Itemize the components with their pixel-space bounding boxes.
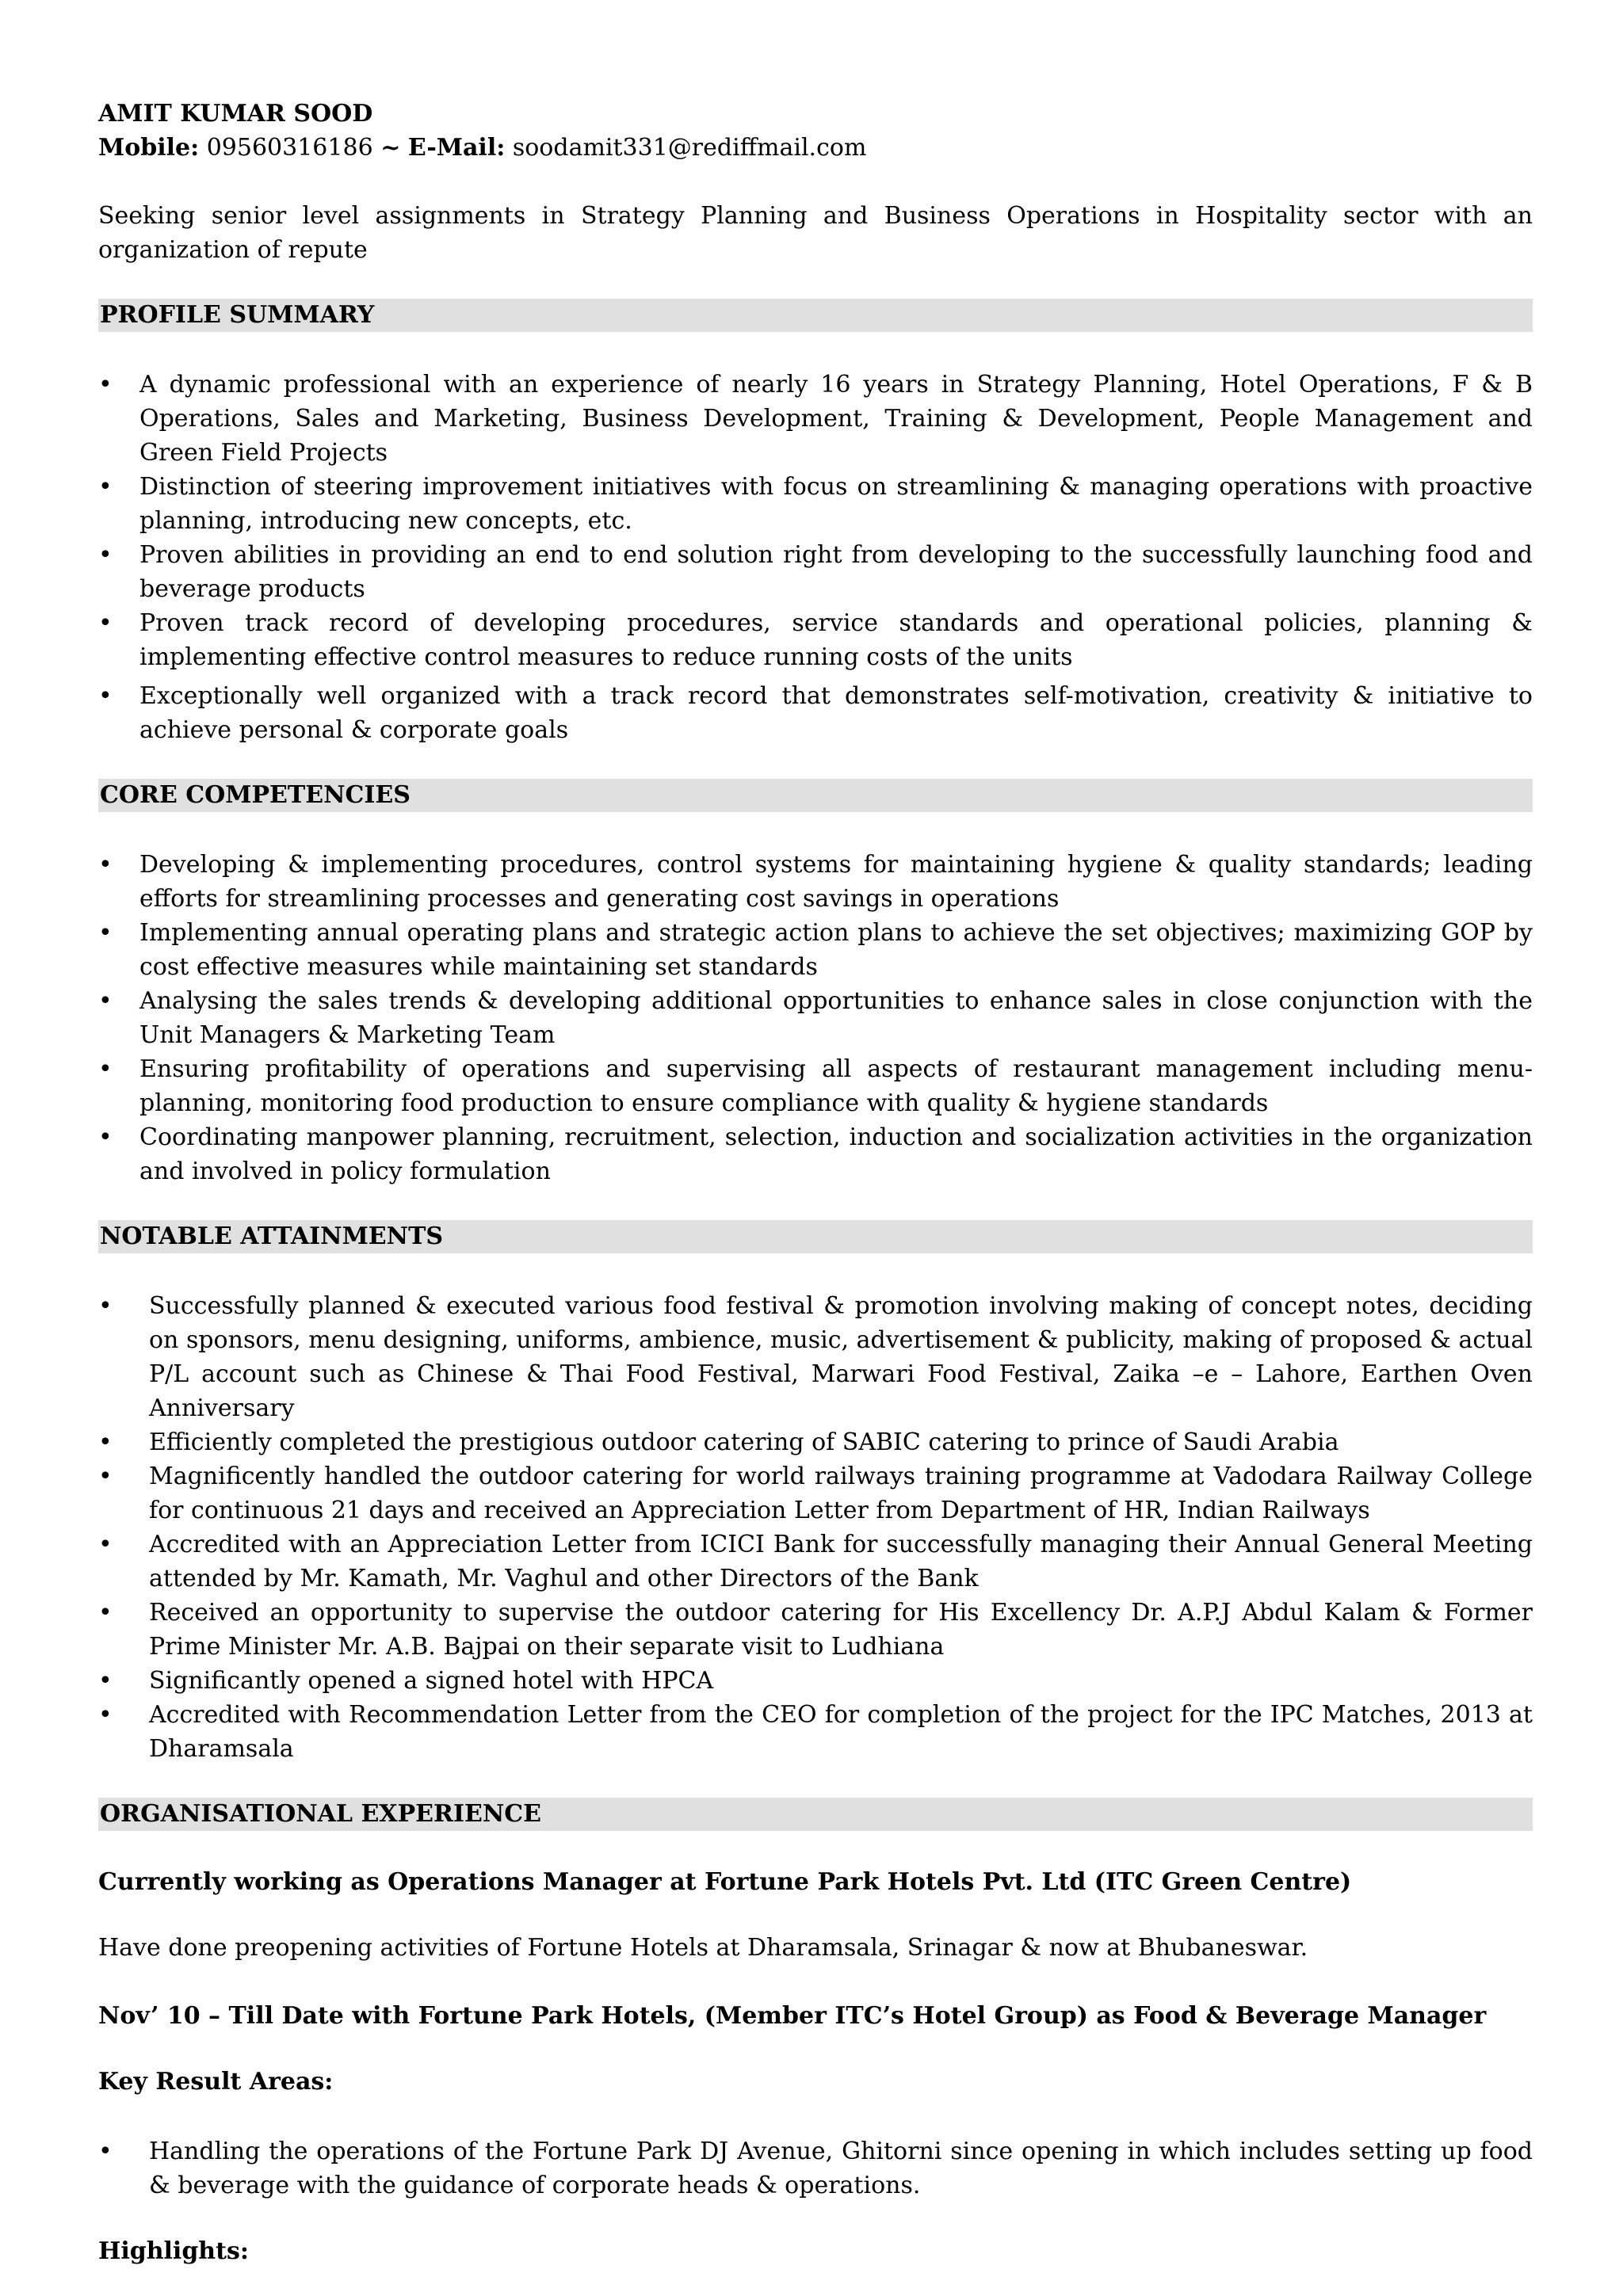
bullet-icon: • [98,919,113,947]
list-item: • Accredited with an Appreciation Letter from ICICI Bank for successfully managing their Annual General Meeting attended by Mr. Kamath, Mr. Vaghul and other Directors of the Bank [98,1527,1533,1596]
list-item: • Exceptionally well organized with a track record that demonstrates self-motivation, creativity & initiative to achieve personal & corporate goals [98,679,1533,747]
bullet-icon: • [98,1463,113,1490]
key-result-areas-heading: Key Result Areas: [98,2068,334,2096]
candidate-name: AMIT KUMAR SOOD [98,100,373,128]
resume-page [98,97,1533,2268]
bullet-icon: • [98,541,113,569]
bullet-icon: • [98,851,113,879]
email-address: soodamit331@rediffmail.com [512,134,867,162]
list-item: • Proven track record of developing procedures, service standards and operational policies, planning & implementing effective control measures to reduce running costs of the units [98,606,1533,674]
list-item: • Implementing annual operating plans and strategic action plans to achieve the set objectives; maximizing GOP by cost effective measures while maintaining set standards [98,916,1533,984]
current-role: Currently working as Operations Manager at Fortune Park Hotels Pvt. Ltd (ITC Green Centre) [98,1868,1352,1896]
highlights-heading: Highlights: [98,2237,249,2265]
notable-attainments-list [98,1289,1533,1766]
section-heading-profile-summary: PROFILE SUMMARY [98,299,1533,332]
section-heading-core-competencies: CORE COMPETENCIES [98,779,1533,812]
list-item: • A dynamic professional with an experience of nearly 16 years in Strategy Planning, Hotel Operations, F & B Operations, Sales and Marketing, Business Development, Training & Development, People Management and Green Field Projects [98,368,1533,470]
bullet-icon: • [98,2138,113,2165]
list-item: • Efficiently completed the prestigious outdoor catering of SABIC catering to prince of Saudi Arabia [98,1425,1533,1459]
bullet-icon: • [98,1123,113,1151]
mobile-number: 09560316186 [206,134,373,162]
key-result-areas-list [98,2134,1533,2203]
bullet-icon: • [98,1701,113,1729]
list-item: • Coordinating manpower planning, recruitment, selection, induction and socialization activities in the organization and involved in policy formulation [98,1120,1533,1188]
list-item: • Handling the operations of the Fortune Park DJ Avenue, Ghitorni since opening in which includes setting up food & beverage with the guidance of corporate heads & operations. [98,2134,1533,2203]
bullet-icon: • [98,1055,113,1083]
list-item: • Developing & implementing procedures, control systems for maintaining hygiene & quality standards; leading efforts for streamlining processes and generating cost savings in operations [98,848,1533,916]
list-item: • Significantly opened a signed hotel with HPCA [98,1664,1533,1698]
bullet-icon: • [98,1292,113,1320]
section-heading-organisational-experience: ORGANISATIONAL EXPERIENCE [98,1798,1533,1831]
list-item: • Received an opportunity to supervise the outdoor catering for His Excellency Dr. A.P.J Abdul Kalam & Former Prime Minister Mr. A.B. Bajpai on their separate visit to Ludhiana [98,1596,1533,1664]
list-item: • Proven abilities in providing an end to end solution right from developing to the successfully launching food and beverage products [98,538,1533,606]
list-item: • Accredited with Recommendation Letter from the CEO for completion of the project for the IPC Matches, 2013 at Dharamsala [98,1698,1533,1766]
list-item: • Magnificently handled the outdoor catering for world railways training programme at Vadodara Railway College for continuous 21 days and received an Appreciation Letter from Department of HR, Indian Railways [98,1459,1533,1527]
bullet-icon: • [98,1531,113,1558]
list-item: • Distinction of steering improvement initiatives with focus on streamlining & managing operations with proactive planning, introducing new concepts, etc. [98,470,1533,538]
email-label: E-Mail: [407,134,506,162]
mobile-label: Mobile: [98,134,200,162]
bullet-icon: • [98,473,113,501]
bullet-icon: • [98,1428,113,1456]
list-item: • Successfully planned & executed various food festival & promotion involving making of concept notes, deciding on sponsors, menu designing, uniforms, ambience, music, advertisement & publicity, making of proposed & actual P/L account such as Chinese & Thai Food Festival, Marwari Food Festival, Zaika –e – Lahore, Earthen Oven Anniversary [98,1289,1533,1425]
role-fb-manager: Nov’ 10 – Till Date with Fortune Park Hotels, (Member ITC’s Hotel Group) as Food & Beverage Manager [98,2002,1487,2030]
bullet-icon: • [98,371,113,399]
bullet-icon: • [98,609,113,637]
contact-line [98,131,1533,165]
section-heading-notable-attainments: NOTABLE ATTAINMENTS [98,1220,1533,1253]
career-objective: Seeking senior level assignments in Strategy Planning and Business Operations in Hospitality sector with an organization of repute [98,202,1533,264]
profile-summary-list [98,368,1533,747]
list-item: • Analysing the sales trends & developing additional opportunities to enhance sales in close conjunction with the Unit Managers & Marketing Team [98,984,1533,1052]
list-item: • Ensuring profitability of operations and supervising all aspects of restaurant management including menu-planning, monitoring food production to ensure compliance with quality & hygiene standards [98,1052,1533,1120]
core-competencies-list [98,848,1533,1188]
bullet-icon: • [98,1667,113,1695]
preopening-note: Have done preopening activities of Fortune Hotels at Dharamsala, Srinagar & now at Bhubaneswar. [98,1934,1308,1962]
bullet-icon: • [98,1599,113,1627]
bullet-icon: • [98,987,113,1015]
bullet-icon: • [98,682,113,710]
contact-separator: ~ [380,134,401,162]
